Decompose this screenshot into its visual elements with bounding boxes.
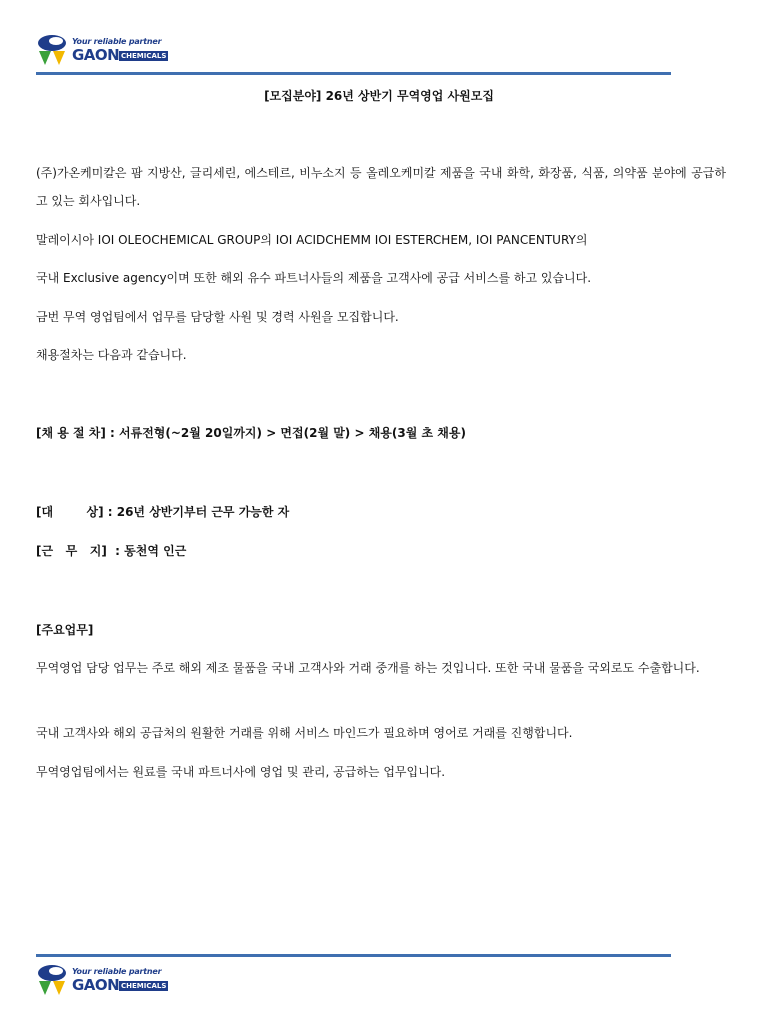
footer-divider [36,954,671,957]
header-divider [36,72,671,75]
logo-mark-icon [36,32,70,68]
intro-paragraph-1: (주)가온케미칼은 팜 지방산, 글리세린, 에스테르, 비누소지 등 올레오케미칼 제품을 국내 화학, 화장품, 식품, 의약품 분야에 공급하고 있는 회사입니다. [36,166,726,208]
logo-brand-sub: CHEMICALS [121,52,167,60]
logo-brand: GAON [72,46,120,64]
work-location: [근 무 지] : 동천역 인근 [36,544,187,558]
intro-paragraph-4: 금번 무역 영업팀에서 업무를 담당할 사원 및 경력 사원을 모집합니다. [36,310,399,324]
eligibility: [대 상] : 26년 상반기부터 근무 가능한 자 [36,505,290,519]
duties-paragraph-2: 국내 고객사와 해외 공급처의 원활한 거래를 위해 서비스 마인드가 필요하며 영어로 거래를 진행합니다. [36,726,573,740]
company-logo [36,32,166,68]
duties-paragraph-3: 무역영업팀에서는 원료를 국내 파트너사에 영업 및 관리, 공급하는 업무입니다. [36,765,446,779]
intro-paragraph-5: 채용절차는 다음과 같습니다. [36,348,187,362]
logo-mark-icon [36,962,70,998]
page-title: [모집분야] 26년 상반기 무역영업 사원모집 [264,89,494,103]
logo-tagline: Your reliable partner [72,37,162,46]
intro-paragraph-2: 말레이시아 IOI OLEOCHEMICAL GROUP의 IOI ACIDCHEMM IOI ESTERCHEM, IOI PANCENTURY의 [36,233,588,247]
logo-brand-sub: CHEMICALS [121,982,167,990]
logo-brand: GAON [72,976,120,994]
duties-heading: [주요업무] [36,623,94,637]
duties-paragraph-1: 무역영업 담당 업무는 주로 해외 제조 물품을 국내 고객사와 거래 중개를 하는 것입니다. 또한 국내 물품을 국외로도 수출합니다. [36,661,700,675]
intro-paragraph-3: 국내 Exclusive agency이며 또한 해외 유수 파트너사들의 제품을 고객사에 공급 서비스를 하고 있습니다. [36,271,592,285]
logo-tagline: Your reliable partner [72,967,162,976]
footer-logo [36,962,166,998]
hiring-process: [채 용 절 차] : 서류전형(~2월 20일까지) > 면접(2월 말) > 채용(3월 초 채용) [36,426,466,440]
